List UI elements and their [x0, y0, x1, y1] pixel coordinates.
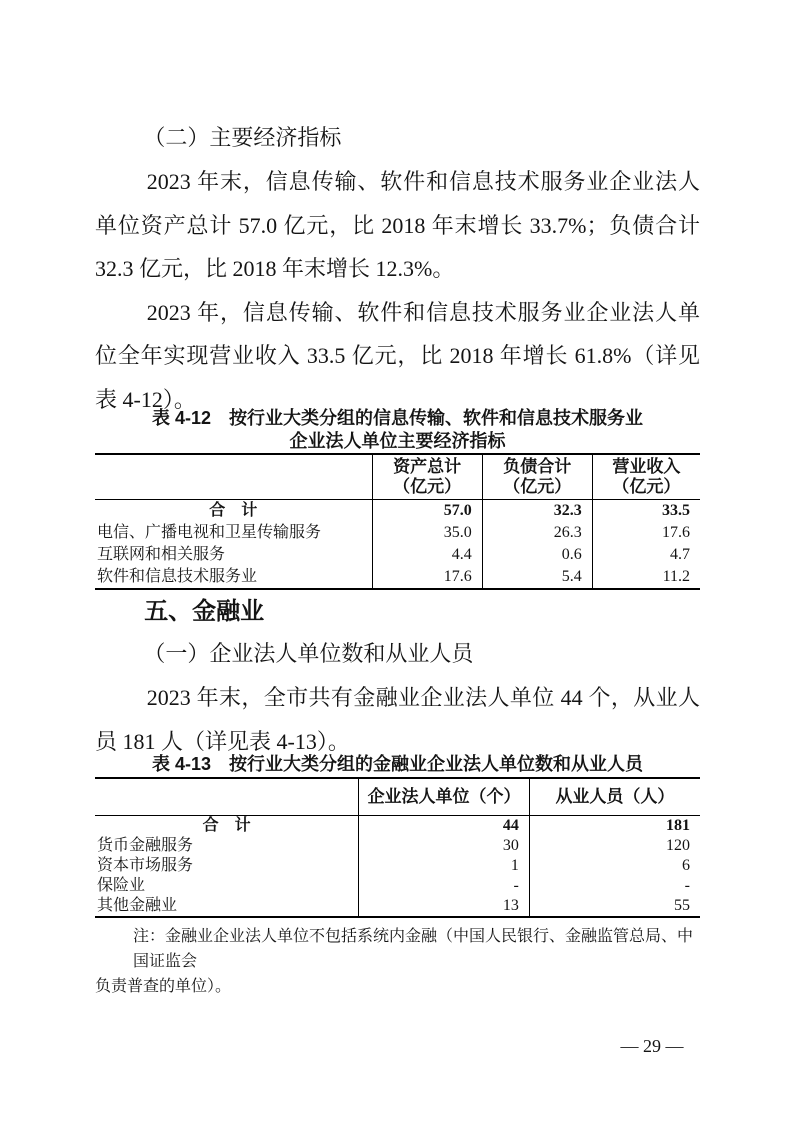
row-label: 其他金融业 — [97, 897, 178, 914]
paragraph-assets: 2023 年末，信息传输、软件和信息技术服务业企业法人单位资产总计 57.0 亿元，比 2018 年末增长 33.7%；负债合计 32.3 亿元，比 2018 年末增长 12.3%。 — [95, 169, 700, 281]
table-row — [95, 816, 700, 837]
row-label: 软件和信息技术服务业 — [97, 568, 258, 585]
table-4-12-title-line2: 企业法人单位主要经济指标 — [289, 431, 506, 451]
heading-units-employees: （一）企业法人单位数和从业人员 — [143, 641, 474, 666]
table-4-13-footnote — [95, 924, 700, 999]
table-4-13-header-blank — [95, 778, 359, 816]
footnote-line1: 注：金融业企业法人单位不包括系统内金融（中国人民银行、金融监管总局、中国证监会 — [133, 928, 694, 970]
cell-value: 4.7 — [592, 544, 700, 566]
table-row — [95, 522, 700, 544]
table-row — [95, 544, 700, 566]
cell-value: - — [529, 876, 700, 896]
row-label: 合 计 — [209, 502, 258, 519]
table-4-12-title-line1: 表 4-12 按行业大类分组的信息传输、软件和信息技术服务业 — [151, 408, 644, 428]
cell-value: 4.4 — [372, 544, 482, 566]
cell-value: 17.6 — [592, 522, 700, 544]
heading-finance-section: 五、金融业 — [144, 598, 265, 625]
table-row — [95, 896, 700, 917]
table-4-13-header-row — [95, 778, 700, 816]
table-4-12-header-liabilities: 负债合计 （亿元） — [482, 454, 592, 500]
table-4-12-header-row — [95, 454, 700, 500]
cell-value: 6 — [529, 856, 700, 876]
row-label: 合 计 — [202, 817, 251, 834]
cell-value: 120 — [529, 836, 700, 856]
table-4-12-header-assets: 资产总计 （亿元） — [372, 454, 482, 500]
cell-value: 35.0 — [372, 522, 482, 544]
row-label: 保险业 — [97, 877, 146, 894]
table-4-12 — [95, 453, 700, 590]
cell-value: 0.6 — [482, 544, 592, 566]
table-4-13-title: 表 4-13 按行业大类分组的金融业企业法人单位数和从业人员 — [151, 754, 644, 774]
footnote-line2: 负责普查的单位）。 — [95, 978, 232, 995]
page-number: — 29 — — [620, 1036, 684, 1056]
cell-value: 57.0 — [372, 500, 482, 523]
cell-value: 30 — [359, 836, 530, 856]
table-row — [95, 836, 700, 856]
cell-value: 5.4 — [482, 566, 592, 589]
cell-value: 55 — [529, 896, 700, 917]
row-label: 互联网和相关服务 — [97, 546, 226, 563]
cell-value: 181 — [529, 816, 700, 837]
cell-value: 33.5 — [592, 500, 700, 523]
cell-value: 1 — [359, 856, 530, 876]
cell-value: - — [359, 876, 530, 896]
table-row — [95, 876, 700, 896]
cell-value: 32.3 — [482, 500, 592, 523]
table-4-12-title — [95, 407, 700, 453]
cell-value: 13 — [359, 896, 530, 917]
row-label: 资本市场服务 — [97, 857, 194, 874]
row-label: 货币金融服务 — [97, 837, 194, 854]
table-4-13-header-units: 企业法人单位（个） — [359, 778, 530, 816]
cell-value: 26.3 — [482, 522, 592, 544]
table-4-12-header-blank — [95, 454, 372, 500]
table-row — [95, 856, 700, 876]
table-4-13 — [95, 777, 700, 918]
table-4-12-header-revenue: 营业收入 （亿元） — [592, 454, 700, 500]
row-label: 电信、广播电视和卫星传输服务 — [97, 524, 322, 541]
table-row — [95, 566, 700, 589]
cell-value: 44 — [359, 816, 530, 837]
heading-economic-indicators: （二）主要经济指标 — [143, 125, 342, 150]
table-4-13-header-employees: 从业人员（人） — [529, 778, 700, 816]
cell-value: 11.2 — [592, 566, 700, 589]
table-row — [95, 500, 700, 523]
paragraph-revenue: 2023 年，信息传输、软件和信息技术服务业企业法人单位全年实现营业收入 33.5 亿元，比 2018 年增长 61.8%（详见表 4-12）。 — [95, 299, 700, 412]
paragraph-finance: 2023 年末，全市共有金融业企业法人单位 44 个，从业人员 181 人（详见表 4-13）。 — [95, 685, 700, 754]
cell-value: 17.6 — [372, 566, 482, 589]
